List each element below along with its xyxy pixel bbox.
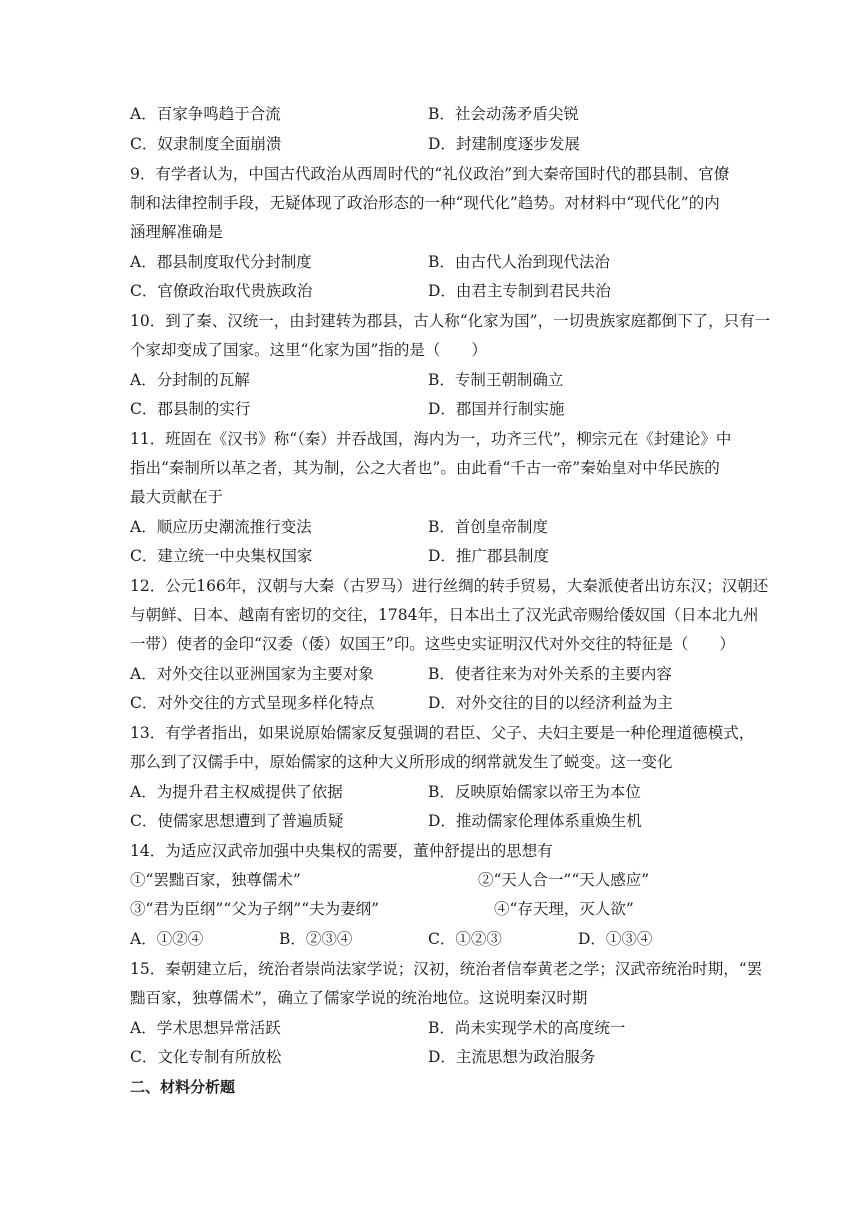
q15-option-a: A．学术思想异常活跃 bbox=[130, 1019, 281, 1037]
q12-option-d: D．对外交往的目的以经济利益为主 bbox=[428, 694, 673, 712]
q10-option-c: C．郡县制的实行 bbox=[130, 400, 251, 418]
q11-stem-line-2: 指出“秦制所以革之者，其为制，公之大者也”。由此看“千古一帝”秦始皇对中华民族的 bbox=[130, 459, 720, 477]
q14-stem: 14．为适应汉武帝加强中央集权的需要，董仲舒提出的思想有 bbox=[130, 842, 553, 860]
q12-stem-line-3: 一带）使者的金印“汉委（倭）奴国王”印。这些史实证明汉代对外交往的特征是（ ） bbox=[130, 635, 735, 653]
q15-option-d: D．主流思想为政治服务 bbox=[428, 1048, 596, 1066]
section-heading: 二、材料分析题 bbox=[130, 1078, 236, 1096]
q11-stem-line-3: 最大贡献在于 bbox=[130, 488, 224, 506]
q13-option-c: C．使儒家思想遭到了普遍质疑 bbox=[130, 812, 344, 830]
q8-option-a: A．百家争鸣趋于合流 bbox=[130, 105, 281, 123]
q8-option-d: D．封建制度逐步发展 bbox=[428, 135, 580, 153]
q15-stem-line-1: 15．秦朝建立后，统治者崇尚法家学说；汉初，统治者信奉黄老之学；汉武帝统治时期，“罢 bbox=[130, 960, 763, 978]
q13-stem-line-1: 13．有学者指出，如果说原始儒家反复强调的君臣、父子、夫妇主要是一种伦理道德模式， bbox=[130, 724, 755, 742]
q12-option-c: C．对外交往的方式呈现多样化特点 bbox=[130, 694, 375, 712]
q14-option-a: A．①②④ bbox=[130, 930, 204, 948]
q10-stem-line-2: 个家却变成了国家。这里“化家为国”指的是（ ） bbox=[130, 341, 487, 359]
q14-option-d: D．①③④ bbox=[578, 930, 653, 948]
q9-option-d: D．由君主专制到君民共治 bbox=[428, 282, 611, 300]
q13-option-d: D．推动儒家伦理体系重焕生机 bbox=[428, 812, 642, 830]
q11-option-d: D．推广郡县制度 bbox=[428, 547, 549, 565]
q15-stem-line-2: 黜百家，独尊儒术”，确立了儒家学说的统治地位。这说明秦汉时期 bbox=[130, 989, 588, 1007]
q10-option-d: D．郡国并行制实施 bbox=[428, 400, 565, 418]
q15-option-c: C．文化专制有所放松 bbox=[130, 1048, 282, 1066]
q12-option-b: B．使者往来为对外关系的主要内容 bbox=[428, 665, 672, 683]
q11-option-a: A．顺应历史潮流推行变法 bbox=[130, 518, 312, 536]
q13-stem-line-2: 那么到了汉儒手中，原始儒家的这种大义所形成的纲常就发生了蜕变。这一变化 bbox=[130, 753, 673, 771]
q8-option-b: B．社会动荡矛盾尖锐 bbox=[428, 105, 579, 123]
q10-option-a: A．分封制的瓦解 bbox=[130, 371, 250, 389]
q8-option-c: C．奴隶制度全面崩溃 bbox=[130, 135, 282, 153]
q12-option-a: A．对外交往以亚洲国家为主要对象 bbox=[130, 665, 374, 683]
q11-option-b: B．首创皇帝制度 bbox=[428, 518, 548, 536]
q15-option-b: B．尚未实现学术的高度统一 bbox=[428, 1019, 626, 1037]
q13-option-b: B．反映原始儒家以帝王为本位 bbox=[428, 783, 641, 801]
q14-item-2: ②“天人合一”“天人感应” bbox=[478, 871, 650, 889]
q10-stem-line-1: 10．到了秦、汉统一，由封建转为郡县，古人称“化家为国”，一切贵族家庭都倒下了，只有一 bbox=[130, 312, 771, 330]
q12-stem-line-1: 12．公元166年，汉朝与大秦（古罗马）进行丝绸的转手贸易，大秦派使者出访东汉；汉朝还 bbox=[130, 577, 769, 595]
q13-option-a: A．为提升君主权威提供了依据 bbox=[130, 783, 343, 801]
q9-option-a: A．郡县制度取代分封制度 bbox=[130, 253, 312, 271]
q14-item-3: ③“君为臣纲”“父为子纲”“夫为妻纲” bbox=[130, 900, 380, 918]
q9-stem-line-1: 9．有学者认为，中国古代政治从西周时代的“礼仪政治”到大秦帝国时代的郡县制、官僚 bbox=[130, 165, 730, 183]
q10-option-b: B．专制王朝制确立 bbox=[428, 371, 564, 389]
q9-option-b: B．由古代人治到现代法治 bbox=[428, 253, 610, 271]
q9-stem-line-2: 制和法律控制手段，无疑体现了政治形态的一种“现代化”趋势。对材料中“现代化”的内 bbox=[130, 194, 720, 212]
q11-stem-line-1: 11．班固在《汉书》称“（秦）并吞战国，海内为一，功齐三代”，柳宗元在《封建论》中 bbox=[130, 430, 732, 448]
q14-option-c: C．①②③ bbox=[428, 930, 502, 948]
q11-option-c: C．建立统一中央集权国家 bbox=[130, 547, 313, 565]
q9-stem-line-3: 涵理解准确是 bbox=[130, 223, 224, 241]
q9-option-c: C．官僚政治取代贵族政治 bbox=[130, 282, 313, 300]
q14-item-4: ④“存天理，灭人欲” bbox=[494, 900, 634, 918]
q12-stem-line-2: 与朝鲜、日本、越南有密切的交往，1784年，日本出土了汉光武帝赐给倭奴国（日本北九州 bbox=[130, 606, 759, 624]
q14-item-1: ①“罢黜百家，独尊儒术” bbox=[130, 871, 301, 889]
q14-option-b: B．②③④ bbox=[279, 930, 353, 948]
